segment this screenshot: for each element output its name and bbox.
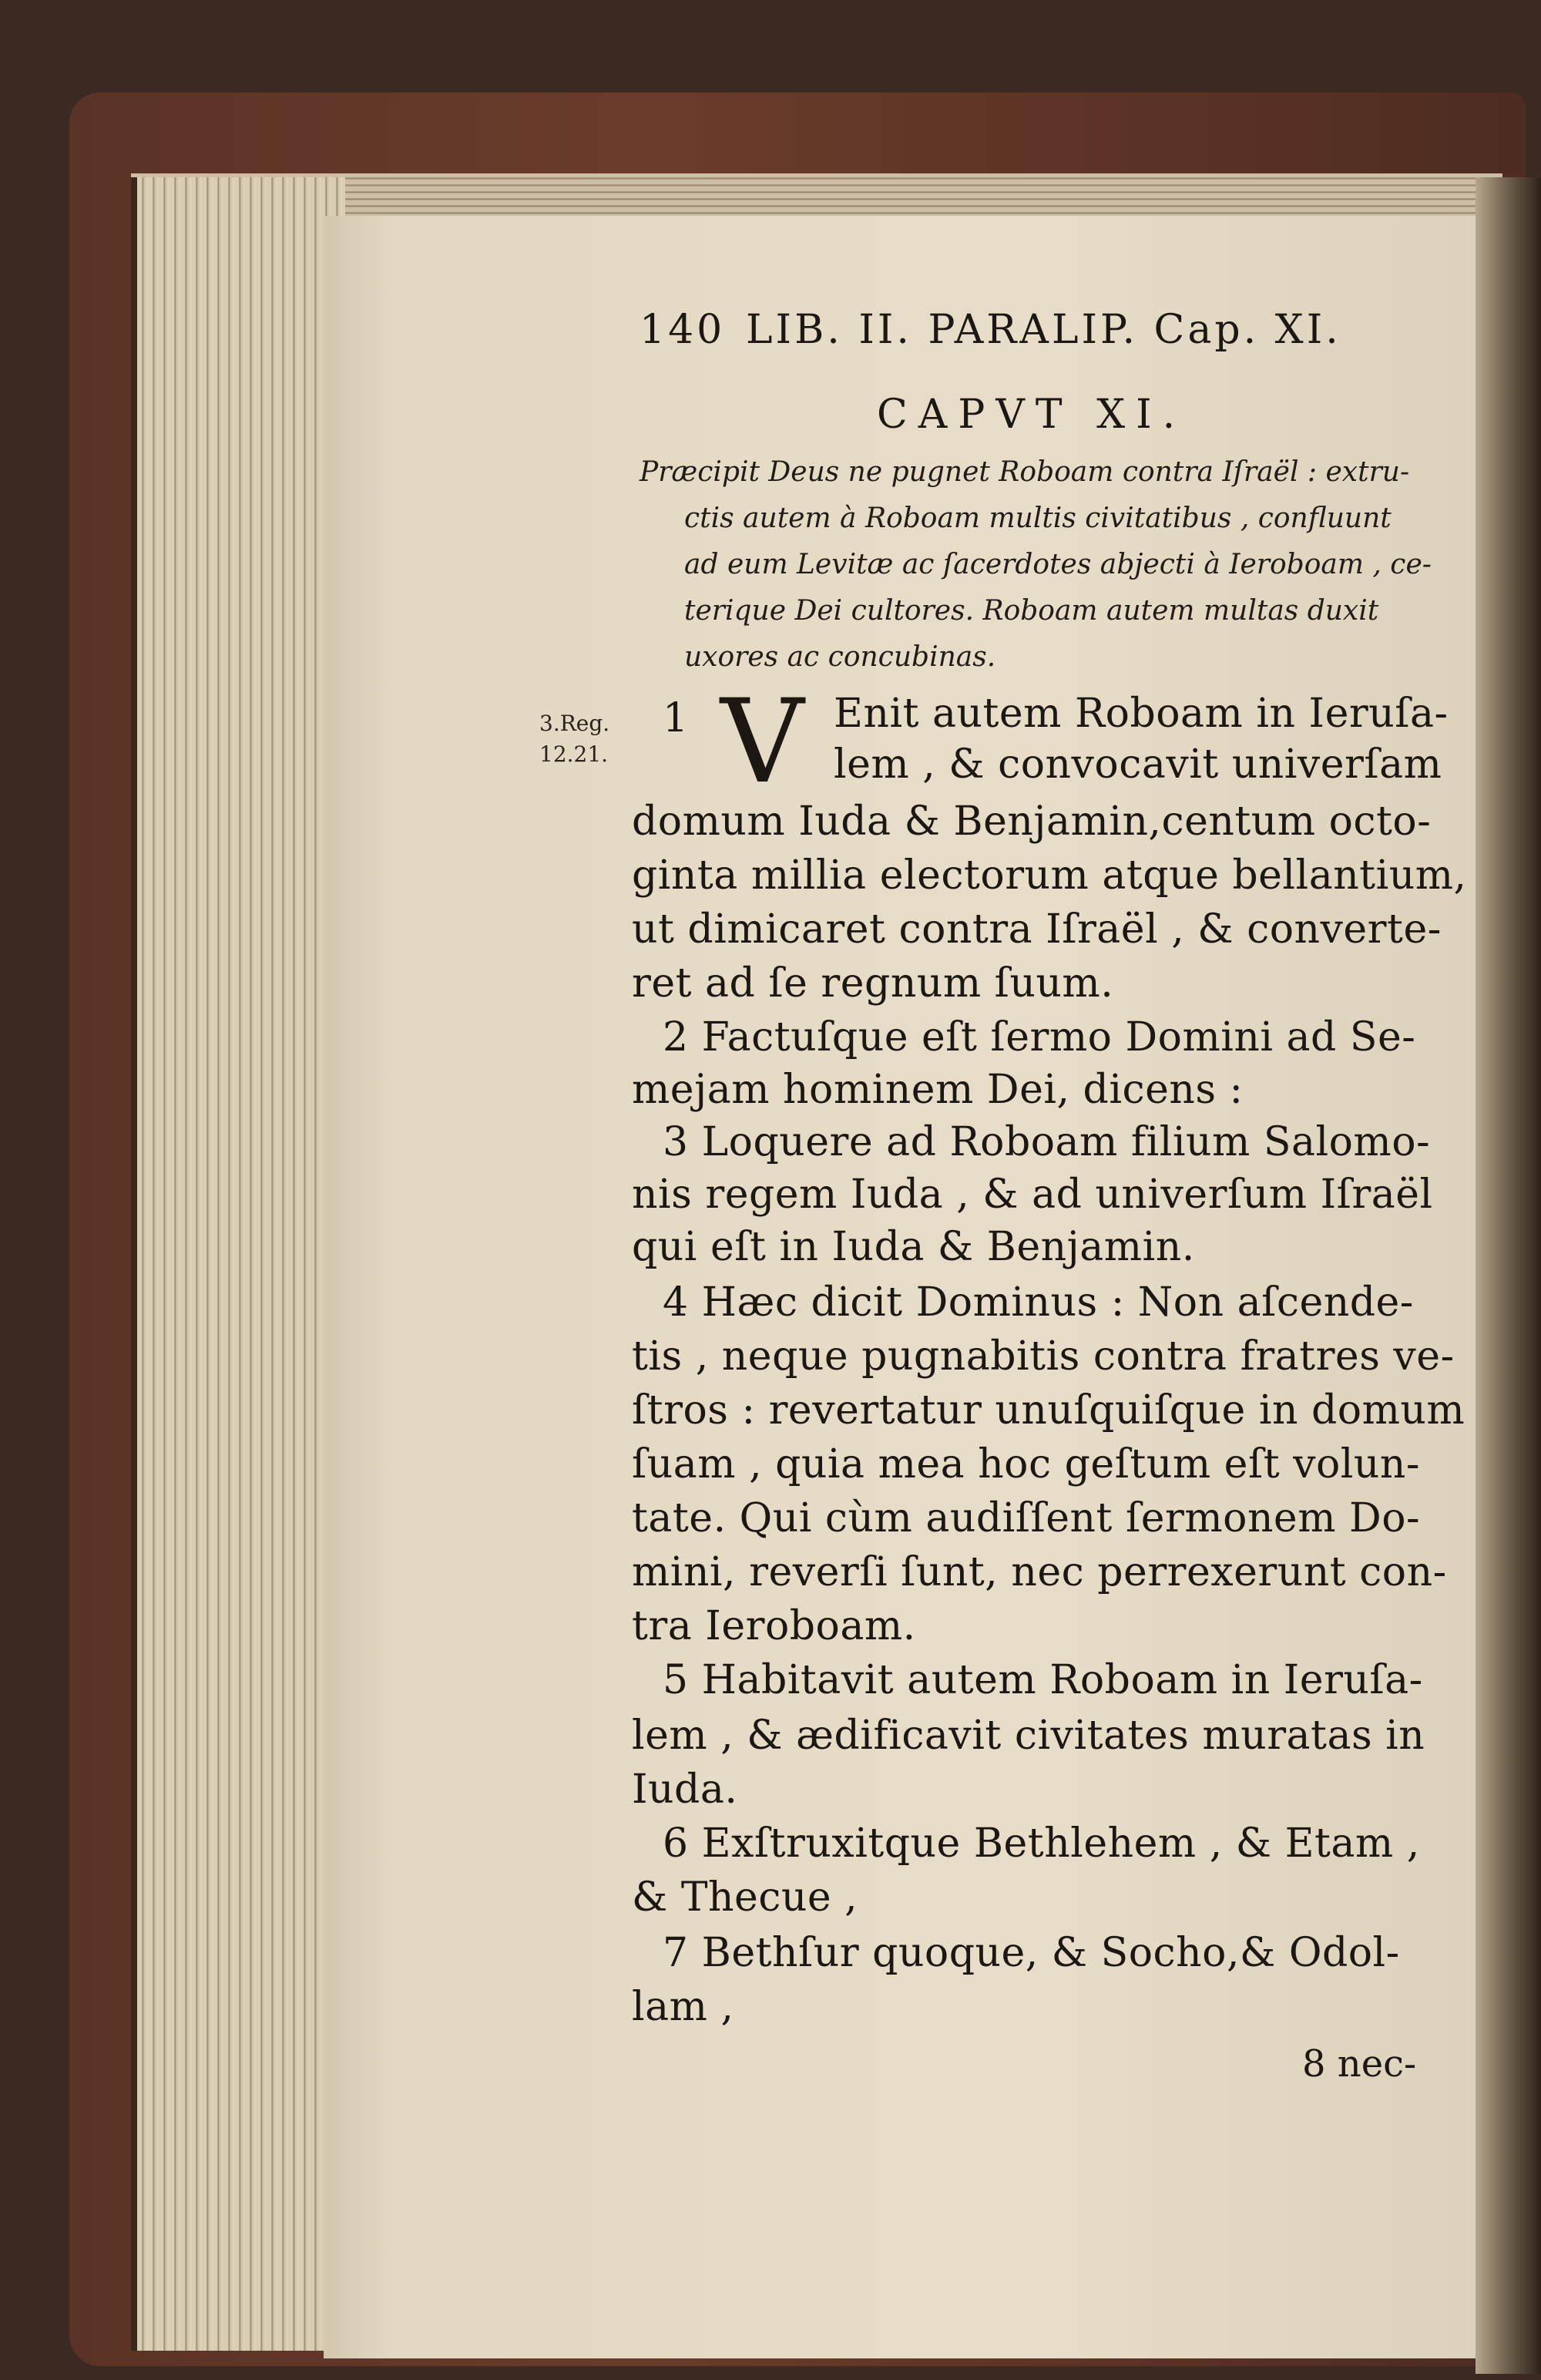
drop-cap: V — [720, 675, 804, 809]
margin-reference-line2: 12.21. — [539, 741, 609, 767]
page-side-edges — [131, 177, 345, 2351]
chapter-title: CAPVT XI. — [877, 392, 1187, 438]
page-number: 140 — [640, 307, 726, 353]
body-line: Iuda. — [632, 1767, 738, 1813]
body-line: qui eſt in Iuda & Benjamin. — [632, 1224, 1195, 1270]
body-line: 7 Bethſur quoque, & Socho,& Odol- — [663, 1930, 1400, 1976]
summary-line: terique Dei cultores. Roboam autem multas duxit — [684, 595, 1379, 627]
gutter-shadow — [1476, 177, 1541, 2374]
running-title: LIB. II. PARALIP. Cap. XI. — [746, 307, 1341, 353]
body-line: 6 Exſtruxitque Bethlehem , & Etam , — [663, 1820, 1420, 1867]
body-line: & Thecue , — [632, 1874, 858, 1921]
body-line: 3 Loquere ad Roboam filium Salomo- — [663, 1119, 1431, 1165]
body-line: lem , & ædificavit civitates muratas in — [632, 1713, 1425, 1759]
body-line: ſuam , quia mea hoc geſtum eſt volun- — [632, 1441, 1420, 1488]
body-line: 4 Hæc dicit Dominus : Non aſcende- — [663, 1279, 1414, 1326]
body-line: lem , & convocavit univerſam — [834, 741, 1442, 788]
body-line: lam , — [632, 1984, 734, 2030]
body-line: ſtros : revertatur unuſquiſque in domum — [632, 1387, 1465, 1434]
body-line: domum Iuda & Benjamin,centum octo- — [632, 798, 1432, 845]
summary-line: Præcipit Deus ne pugnet Roboam contra Iſraël : extru- — [640, 456, 1410, 488]
verse-number: 1 — [663, 695, 689, 741]
body-line: tis , neque pugnabitis contra fratres ve- — [632, 1333, 1455, 1380]
body-line: mejam hominem Dei, dicens : — [632, 1067, 1244, 1113]
summary-line: ad eum Levitæ ac ſacerdotes abjecti à Ieroboam , ce- — [684, 549, 1432, 580]
body-line: ginta millia electorum atque bellantium, — [632, 852, 1467, 899]
body-line: 2 Factuſque eſt ſermo Domini ad Se- — [663, 1014, 1416, 1061]
margin-reference-line1: 3.Reg. — [539, 711, 610, 736]
body-line: tate. Qui cùm audiſſent ſermonem Do- — [632, 1495, 1421, 1541]
summary-line: uxores ac concubinas. — [684, 641, 996, 673]
body-line: mini, reverſi ſunt, nec perrexerunt con- — [632, 1549, 1447, 1595]
body-line: 5 Habitavit autem Roboam in Ieruſa- — [663, 1657, 1423, 1703]
summary-line: ctis autem à Roboam multis civitatibus , confluunt — [684, 503, 1392, 534]
body-line: ut dimicaret contra Iſraël , & converte- — [632, 906, 1442, 953]
body-line: Enit autem Roboam in Ieruſa- — [834, 691, 1449, 737]
body-line: ret ad ſe regnum ſuum. — [632, 960, 1114, 1007]
body-line: nis regem Iuda , & ad univerſum Iſraël — [632, 1172, 1433, 1218]
catchword: 8 nec- — [1302, 2042, 1417, 2086]
body-line: tra Ieroboam. — [632, 1603, 916, 1649]
